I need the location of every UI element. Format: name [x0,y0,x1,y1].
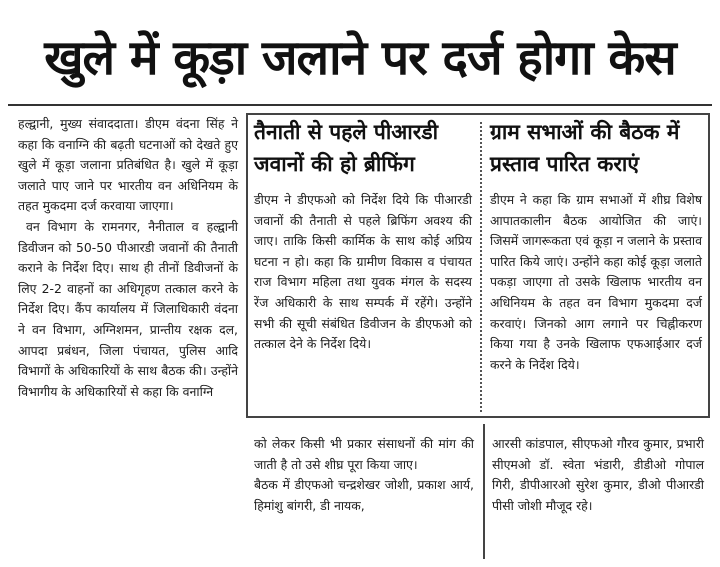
box-top-border [246,113,710,115]
bottom-right-paragraph-1: आरसी कांडपाल, सीएफओ गौरव कुमार, प्रभारी सीएमओ डॉ. स्वेता भंडारी, डीडीओ गोपाल गिरी, डीपीआरओ सुरेश कुमार, डीओ पीआरडी पीसी जोशी मौजूद रहे। [492,436,704,513]
headline-rule [8,104,712,106]
box-left-border [246,113,248,418]
box-right-border [708,113,710,418]
box-two-heading: ग्राम सभाओं की बैठक में प्रस्ताव पारित कराएं [490,120,680,176]
box-bottom-border [246,416,710,418]
bottom-column-rule [483,424,485,559]
bottom-right-column [492,434,704,516]
bottom-middle-paragraph-1: को लेकर किसी भी प्रकार संसाधनों की मांग की जाती है तो उसे शीघ्र पूरा किया जाए। [254,436,474,472]
box-one-body: डीएम ने डीएफओ को निर्देश दिये कि पीआरडी जवानों की तैनाती से पहले ब्रिफिंग अवश्य की जाए। ताकि किसी कार्मिक के साथ कोई अप्रिय घटना न हो। कहा कि ग्रामीण विकास व पंचायत राज विभाग महिला तथा युवक मंगल के सदस्य रेंज अधिकारी के साथ सम्पर्क में रहेंगे। उन्होंने सभी की सूची संबंधित डिवीजन के डीएफओ को तत्काल देने के निर्देश दिये। [254,192,472,352]
box-divider [480,122,482,412]
bottom-middle-paragraph-2: बैठक में डीएफओ चन्द्रशेखर जोशी, प्रकाश आर्य, हिमांशु बांगरी, डी नायक, [254,477,474,513]
box-one-heading: तैनाती से पहले पीआरडी जवानों की हो ब्रीफिंग [254,120,439,176]
left-column [18,114,238,402]
left-paragraph-2: वन विभाग के रामनगर, नैनीताल व हल्द्वानी डिवीजन को 50-50 पीआरडी जवानों की तैनाती कराने के निर्देश दिए। साथ ही तीनों डिवीजनों के लिए 2-2 वाहनों का अधिगृहण तत्काल करने के निर्देश दिए। कैंप कार्यालय में जिलाधिकारी वंदना ने वन विभाग, अग्निशमन, प्रान्तीय रक्षक दल, आपदा प्रबंधन, जिला पंचायत, पुलिस आदि विभागों के अधिकारियों के साथ बैठक की। उन्होंने विभागीय के अधिकारियों से कहा कि वनाग्नि [18,218,238,399]
left-paragraph-1: हल्द्वानी, मुख्य संवाददाता। डीएम वंदना सिंह ने कहा कि वनाग्नि की बढ़ती घटनाओं को देखते हुए खुले में कूड़ा जलाना प्रतिबंधित है। खुले में कूड़ा जलाते पाए जाने पर भारतीय वन अधिनियम के तहत मुकदमा दर्ज करवाया जाएगा। [18,116,238,214]
bottom-middle-column [254,434,474,516]
box-two-body: डीएम ने कहा कि ग्राम सभाओं में शीघ्र विशेष आपातकालीन बैठक आयोजित की जाएं। जिसमें जागरूकता एवं कूड़ा न जलाने के प्रस्ताव पारित किये जाएं। उन्होंने कहा कोई कूड़ा जलाते पकड़ा जाएगा तो उसके खिलाफ भारतीय वन अधिनियम के तहत वन विभाग मुकदमा दर्ज करवाएं। जिनको आग लगाने पर चिह्नीकरण किया गया है उनके खिलाफ एफआईआर दर्ज करने के निर्देश दिये। [490,192,702,372]
headline: खुले में कूड़ा जलाने पर दर्ज होगा केस [44,30,676,86]
